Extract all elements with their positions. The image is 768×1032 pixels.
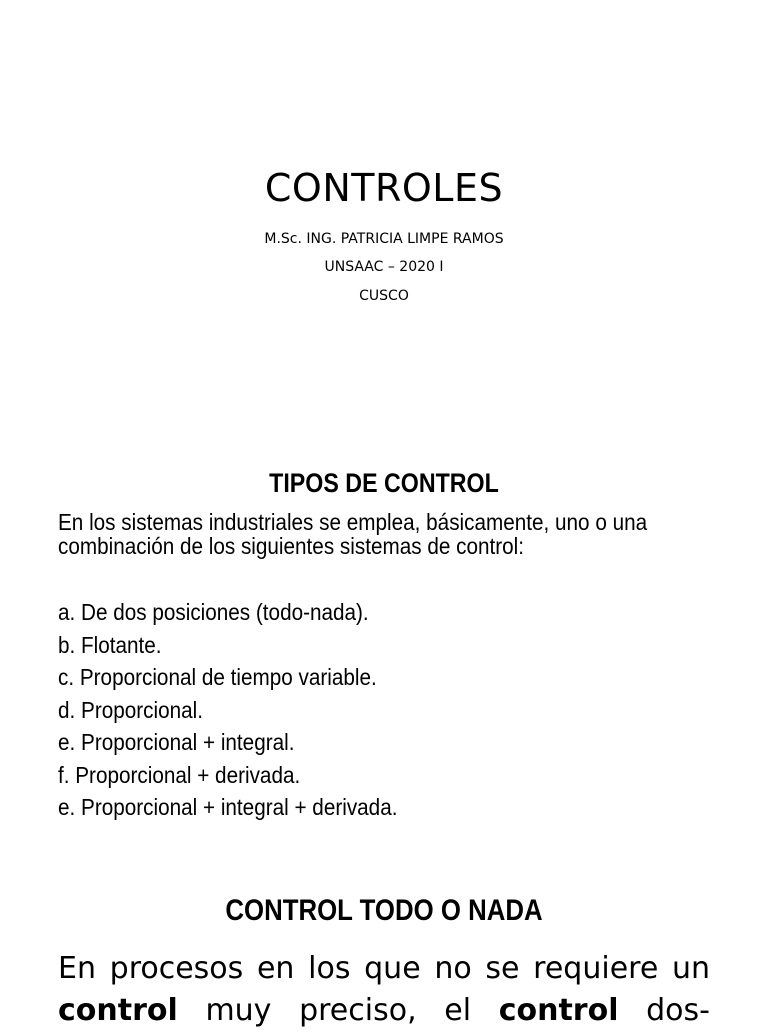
onoff-bold-word: control (58, 993, 178, 1028)
city-line: CUSCO (359, 288, 409, 304)
onoff-line1: En procesos en los que no se requiere un (58, 951, 710, 986)
list-item: a. De dos posiciones (todo-nada). (58, 599, 369, 625)
types-intro: En los sistemas industriales se emplea, básicamente, uno o una combinación de los siguientes sistemas de control: (58, 509, 648, 559)
types-heading: TIPOS DE CONTROL (269, 468, 499, 498)
title-slide (0, 0, 768, 440)
onoff-slide (0, 880, 768, 1028)
author-line: M.Sc. ING. PATRICIA LIMPE RAMOS (264, 231, 504, 247)
list-item: e. Proporcional + integral. (58, 729, 295, 755)
institution-line: UNSAAC – 2020 I (324, 259, 444, 275)
types-list (58, 596, 670, 824)
list-item: f. Proporcional + derivada. (58, 761, 301, 788)
types-slide (0, 440, 768, 840)
onoff-paragraph (58, 948, 710, 1032)
onoff-heading: CONTROL TODO O NADA (225, 894, 543, 927)
onoff-text-span: dos- (646, 993, 710, 1028)
list-item: d. Proporcional. (58, 696, 203, 723)
onoff-text-span: muy preciso, el (205, 993, 472, 1028)
page-title: CONTROLES (264, 166, 504, 210)
onoff-bold-word: control (498, 993, 619, 1028)
list-item: b. Flotante. (58, 631, 162, 658)
list-item: c. Proporcional de tiempo variable. (58, 664, 377, 690)
list-item: e. Proporcional + integral + derivada. (58, 794, 398, 820)
